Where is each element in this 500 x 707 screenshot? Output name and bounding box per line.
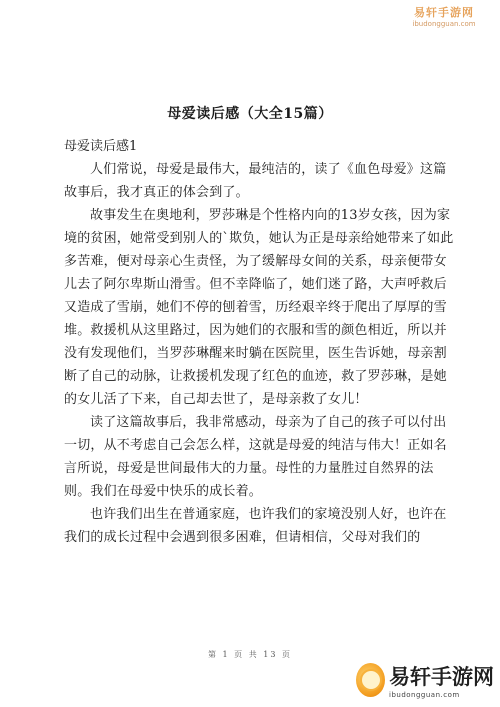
watermark-badge — [356, 660, 494, 700]
paragraph-3: 读了这篇故事后，我非常感动，母亲为了自己的孩子可以付出一切，从不考虑自己会怎么样，这就是母爱的纯洁与伟大！正如名言所说，母爱是世间最伟大的力量。母性的力量胜过自然界的法则。我们在母爱中快乐的成长着。 — [64, 415, 447, 499]
watermark-top-name: 易轩手游网 — [414, 6, 474, 19]
watermark-top — [396, 4, 492, 28]
section-heading: 母爱读后感1 — [64, 139, 138, 154]
badge-text — [389, 661, 494, 699]
document-body — [64, 135, 454, 549]
paragraph-2: 故事发生在奥地利，罗莎琳是个性格内向的13岁女孩，因为家境的贫困，她常受到别人的`欺负，她认为正是母亲给她带来了如此多苦难，便对母亲心生责怪，为了缓解母女间的关系，母亲便带女儿去了阿尔卑斯山滑雪。但不幸降临了，她们迷了路，大声呼救后又造成了雪崩，她们不停的刨着雪，历经艰辛终于爬出了厚厚的雪堆。救援机从这里路过，因为她们的衣服和雪的颜色相近，所以并没有发现他们，当罗莎琳醒来时躺在医院里，医生告诉她，母亲割断了自己的动脉，让救援机发现了红色的血迹，救了罗莎琳，是她的女儿活了下来，自己却去世了，是母亲救了女儿！ — [64, 208, 454, 407]
page-footer: 第 1 页 共 13 页 — [208, 650, 292, 659]
document-title: 母爱读后感（大全15篇） — [167, 106, 333, 122]
watermark-top-url: ibudongguan.com — [412, 20, 476, 28]
brand-logo-core-icon — [360, 669, 382, 691]
badge-brand-url: ibudongguan.com — [389, 691, 460, 699]
badge-brand-name: 易轩手游网 — [389, 665, 494, 689]
paragraph-1: 人们常说，母爱是最伟大，最纯洁的，读了《血色母爱》这篇故事后，我才真正的体会到了。 — [64, 162, 447, 200]
brand-logo-icon — [356, 663, 385, 697]
paragraph-4: 也许我们出生在普通家庭，也许我们的家境没别人好，也许在我们的成长过程中会遇到很多困难，但请相信，父母对我们的 — [64, 507, 447, 545]
